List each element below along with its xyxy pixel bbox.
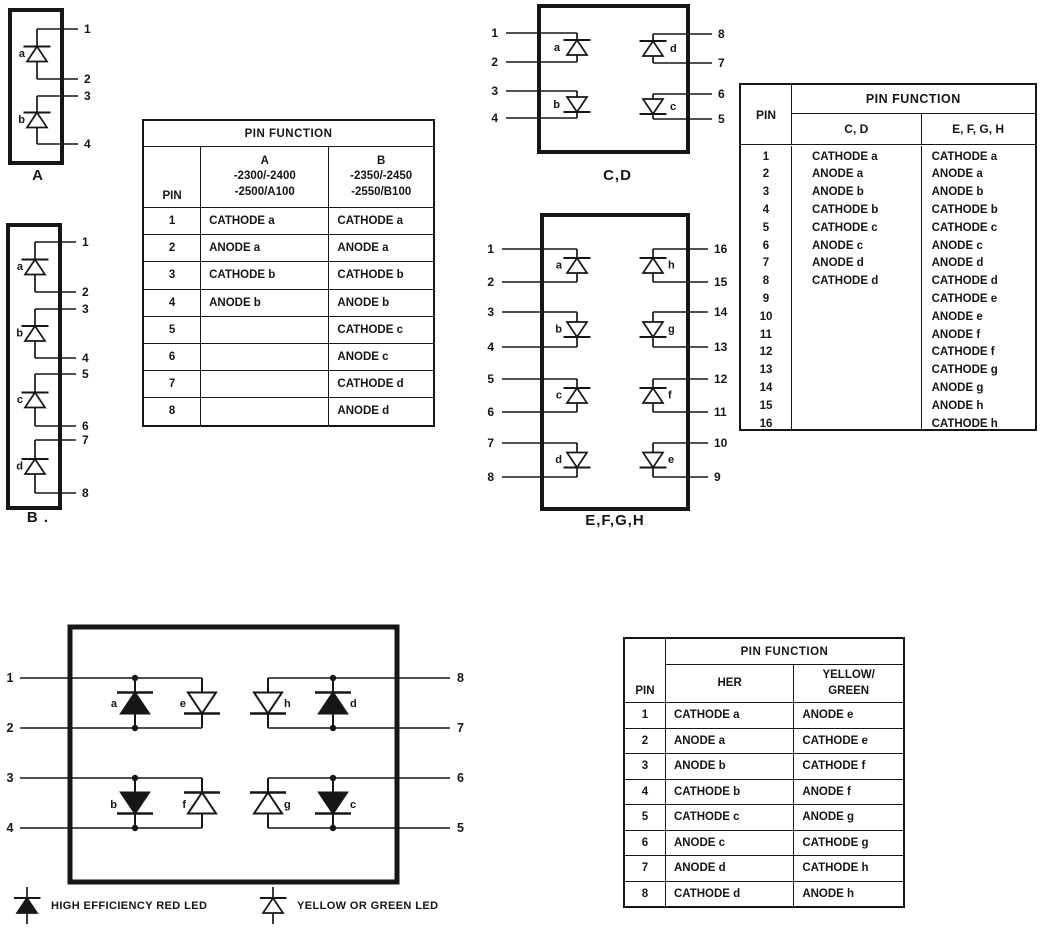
pin-number: 4 [491,111,498,125]
diode-triangle [319,693,347,714]
pin-number: 8 [457,671,464,685]
diode-triangle [567,322,587,337]
diode-triangle [643,322,663,337]
table-line: ANODE b [812,186,864,199]
table-line: 15 [759,399,773,412]
diode-g [640,312,667,347]
column-header-line: -2300/-2400 [233,170,296,183]
diode-label: a [110,698,117,710]
table-line: CATHODE g [931,364,998,377]
table-row [624,805,904,831]
diode-g [250,778,286,828]
function-cell: CATHODE g [794,830,904,856]
pin-cell: 1 [624,703,665,729]
table-line [812,327,921,345]
pin-cell: 6 [143,343,201,370]
pin-number: 3 [82,302,89,316]
diode-triangle [25,326,45,341]
function-cell [201,316,329,343]
diode-c [22,374,49,426]
diode-f [640,379,667,412]
pin-number: 5 [487,372,494,386]
function-cell [201,343,329,370]
table-row [624,856,904,882]
diode-triangle [643,99,663,114]
table-line: CATHODE a [931,150,998,163]
table-line [812,291,921,309]
table-line: 14 [759,381,773,394]
legend-her [14,886,207,926]
function-cell: ANODE a [201,235,329,262]
function-cell: ANODE a [329,235,434,262]
diode-triangle [188,693,216,714]
package-a-caption: A [32,167,44,184]
diode-h [640,249,667,282]
diode-label: b [553,99,560,111]
diode-label: d [16,460,23,473]
table-row [143,343,434,370]
diode-b [117,778,153,828]
diode-b [22,309,49,358]
table-line: CATHODE b [931,203,998,216]
pin-number: 15 [714,275,728,289]
package-cd-caption: C,D [603,167,632,184]
column-header-yellow-green [794,665,904,703]
junction-dot [132,775,138,781]
pin-number: 5 [718,112,725,126]
table-row [143,262,434,289]
diode-d [22,440,49,493]
table-row [143,371,434,398]
table-row [624,754,904,780]
diode-triangle [27,113,47,128]
column-header-line: -2550/B100 [351,185,412,198]
cd-function-column [792,146,922,429]
pin-cell: 8 [143,398,201,426]
diode-triangle [567,97,587,112]
function-cell: CATHODE b [329,262,434,289]
diode-label: d [555,454,562,466]
table-row [143,316,434,343]
diode-triangle [121,693,149,714]
pin-number: 1 [84,22,91,36]
efgh-function-column [922,146,1035,429]
diode-label: e [179,698,186,710]
diode-triangle [188,793,216,814]
diode-triangle [25,260,45,275]
pin-number: 4 [487,340,494,354]
table-line: ANODE d [812,257,864,270]
pin-number: 11 [714,405,727,419]
column-header-line: -2500/A100 [234,185,295,198]
column-header-b [329,147,434,208]
diode-label: g [284,799,291,811]
her-led-icon [14,886,41,926]
table-row [624,881,904,907]
table-line: CATHODE a [812,150,878,163]
junction-dot [132,675,138,681]
diode-label: h [284,698,291,710]
diode-a [564,249,591,282]
column-header-cd: C, D [792,114,922,145]
table-line: 10 [759,310,773,323]
junction-dot [330,825,336,831]
function-cell: CATHODE c [329,316,434,343]
diode-label: c [16,394,23,406]
pin-cell: 5 [624,805,665,831]
package-outline [542,215,688,509]
table-title: PIN FUNCTION [143,120,434,147]
pin-cell: 3 [624,754,665,780]
diode-triangle [263,898,283,913]
pin-number: 3 [487,305,494,319]
pin-number: 2 [84,72,91,86]
diode-triangle [27,47,47,62]
table-line: 3 [762,186,770,199]
diode-label: c [670,101,677,113]
diode-label: b [555,323,562,336]
function-cell: ANODE d [329,398,434,426]
pin-number: 8 [82,486,89,500]
pin-number: 9 [714,470,721,484]
table-line: ANODE c [931,239,983,252]
yellow-green-led-icon [260,886,287,926]
column-header-her [665,665,793,703]
diode-e [640,443,667,477]
pin-cell: 3 [143,262,201,289]
function-cell: CATHODE b [201,262,329,289]
diode-triangle [643,41,663,56]
column-header-a [201,147,329,208]
table-line: CATHODE c [812,221,878,234]
table-line: CATHODE f [931,346,995,359]
table-row [143,398,434,426]
column-header-line: GREEN [828,684,870,697]
diode-label: a [553,42,560,54]
function-cell: CATHODE e [794,728,904,754]
table-line: CATHODE d [812,275,879,288]
pin-number: 6 [82,419,89,433]
diode-a [24,29,51,79]
table-line: 1 [762,150,770,163]
table-row [143,208,434,235]
diode-label: h [668,259,675,272]
pin-number: 8 [487,470,494,484]
pin-number: 6 [487,405,494,419]
pin-number: 10 [714,436,728,450]
diode-triangle [319,793,347,814]
diode-triangle [17,898,37,913]
pin-number: 4 [84,137,91,151]
pin-number: 14 [714,305,728,319]
table-line: ANODE h [931,399,984,412]
diode-b [564,312,591,347]
diode-label: e [668,454,675,466]
table-line: ANODE a [931,168,983,181]
diode-c [640,94,667,119]
table-line: 2 [762,168,770,181]
table-line [812,398,921,416]
pin-cell: 7 [143,371,201,398]
pin-cell: 6 [624,830,665,856]
diode-triangle [25,459,45,474]
function-cell: CATHODE c [665,805,793,831]
diode-triangle [567,453,587,468]
diode-label: a [18,48,25,60]
table-row [624,779,904,805]
junction-dot [132,725,138,731]
function-cell: ANODE b [201,289,329,316]
diode-label: b [110,799,117,811]
function-cell: ANODE f [794,779,904,805]
pin-number: 5 [457,821,464,835]
diode-a [564,33,591,62]
diode-triangle [643,258,663,273]
diode-e [184,678,220,728]
table-line: 9 [762,292,770,305]
function-cell [201,398,329,426]
pin-cell: 2 [624,728,665,754]
pin-number: 1 [487,242,494,256]
pin-cell: 8 [624,881,665,907]
package-b-diagram [0,212,130,542]
pin-number: 7 [718,56,725,70]
pin-cell: 1 [143,208,201,235]
table-line: 5 [762,221,770,234]
column-header-line: B [377,154,386,167]
pin-function-table-cd-efgh [739,83,1037,431]
pin-number: 2 [6,721,14,735]
package-outline [539,6,688,152]
column-header-line: YELLOW/ [822,669,875,681]
diode-a [22,242,49,292]
legend-yellow-green-label: YELLOW OR GREEN LED [297,900,439,912]
pin-number: 7 [457,721,464,735]
table-title: PIN FUNCTION [792,85,1035,114]
function-cell: ANODE e [794,703,904,729]
yellow-green-led-symbol [260,887,287,924]
pin-column-header: PIN [741,85,792,145]
function-cell: ANODE c [329,343,434,370]
diode-triangle [254,793,282,814]
table-line: 6 [762,239,770,252]
table-row [624,703,904,729]
table-row [624,728,904,754]
table-line: ANODE d [931,257,984,270]
pin-number: 6 [718,87,725,101]
pin-number: 1 [6,671,14,685]
pin-number: 3 [6,771,14,785]
table-line: 8 [762,275,770,288]
pin-number: 13 [714,340,728,354]
column-header-line: A [260,154,269,167]
pin-number: 3 [491,84,498,98]
legend-her-label: HIGH EFFICIENCY RED LED [51,900,208,912]
function-cell: CATHODE a [329,208,434,235]
table-line: 16 [759,417,773,430]
diode-label: a [16,261,23,273]
pin-column-header: PIN [143,147,201,208]
pin-number: 3 [84,89,91,103]
table-line [812,309,921,327]
diode-triangle [567,258,587,273]
pin-function-table-ab [142,119,435,427]
package-outline [70,627,397,882]
table-line: 13 [759,364,773,377]
pin-number: 1 [82,235,89,249]
function-cell: ANODE a [665,728,793,754]
pin-number: 2 [491,55,498,69]
function-cell: CATHODE h [794,856,904,882]
pin-number: 5 [82,367,89,381]
diode-label: a [555,259,562,272]
function-cell: CATHODE d [665,881,793,907]
junction-dot [132,825,138,831]
diode-triangle [25,393,45,408]
pin-number: 7 [82,433,89,447]
diode-label: c [350,799,357,811]
diode-c [315,778,351,828]
diode-f [184,778,220,828]
pin-column-header: PIN [624,638,665,703]
column-header-line: HER [717,676,742,689]
diode-label: g [668,323,675,336]
diode-b [564,91,591,118]
table-line: CATHODE h [931,417,998,430]
function-cell: ANODE d [665,856,793,882]
pin-number: 4 [82,351,89,365]
pin-cell: 5 [143,316,201,343]
pin-number: 6 [457,771,464,785]
diode-label: c [555,389,562,402]
table-line: ANODE f [931,328,981,341]
diode-d [315,678,351,728]
function-cell: ANODE c [665,830,793,856]
table-line: ANODE b [931,186,984,199]
package-efgh-caption: E,F,G,H [585,512,645,529]
table-line [812,362,921,380]
pin-number: 2 [487,275,494,289]
her-led-symbol [14,887,41,924]
pin-cell: 4 [624,779,665,805]
function-cell: CATHODE a [201,208,329,235]
table-row [624,830,904,856]
table-line: CATHODE d [931,275,998,288]
table-line [812,344,921,362]
package-b-caption: B . [26,509,50,526]
table-line: 4 [762,203,770,216]
diode-triangle [643,453,663,468]
diode-triangle [567,388,587,403]
function-cell [201,371,329,398]
table-line: CATHODE b [812,203,879,216]
pin-number: 12 [714,372,728,386]
function-cell: ANODE h [794,881,904,907]
diode-d [640,34,667,63]
function-cell: ANODE b [329,289,434,316]
function-cell: ANODE b [665,754,793,780]
diode-label: d [670,43,677,55]
diode-triangle [567,40,587,55]
diode-b [24,96,51,144]
table-line: 12 [759,346,773,359]
package-efgh-diagram [478,205,743,525]
table-row [143,235,434,262]
diode-triangle [254,693,282,714]
diode-label: f [668,389,672,402]
function-cell: CATHODE d [329,371,434,398]
table-line [812,380,921,398]
pin-number: 7 [487,436,494,450]
pin-cell: 4 [143,289,201,316]
column-header-line: -2350/-2450 [350,170,413,183]
table-line: 11 [759,328,773,341]
function-cell: ANODE g [794,805,904,831]
diode-a [117,678,153,728]
table-line [812,416,921,434]
pin-number: 8 [718,27,725,41]
pin-number: 2 [82,285,89,299]
package-outline [10,10,62,163]
table-line: 7 [762,257,770,270]
pin-cell: 7 [624,856,665,882]
table-line: ANODE g [931,381,984,394]
diode-triangle [121,793,149,814]
pin-number: 1 [491,26,498,40]
table-line: CATHODE c [931,221,998,234]
pin-number: 4 [6,821,14,835]
table-row [143,289,434,316]
junction-dot [330,775,336,781]
pin-number-column [741,146,792,429]
diode-d [564,443,591,477]
table-line: ANODE e [931,310,983,323]
junction-dot [330,675,336,681]
table-line: ANODE a [812,168,864,181]
pin-cell: 2 [143,235,201,262]
table-line: CATHODE e [931,292,998,305]
pin-number: 16 [714,242,728,256]
diode-label: b [16,327,23,340]
diode-c [564,379,591,412]
diode-label: f [182,799,186,811]
diode-label: b [18,114,25,126]
multiplexed-led-diagram [0,600,560,900]
function-cell: CATHODE b [665,779,793,805]
diode-triangle [643,388,663,403]
function-cell: CATHODE a [665,703,793,729]
diode-h [250,678,286,728]
column-header-efgh: E, F, G, H [922,114,1035,145]
pin-function-table-her-yg [623,637,905,908]
function-cell: CATHODE f [794,754,904,780]
diode-label: d [350,698,357,710]
table-title: PIN FUNCTION [665,638,904,665]
junction-dot [330,725,336,731]
legend-yellow-green [260,886,438,926]
table-line: ANODE c [812,239,864,252]
